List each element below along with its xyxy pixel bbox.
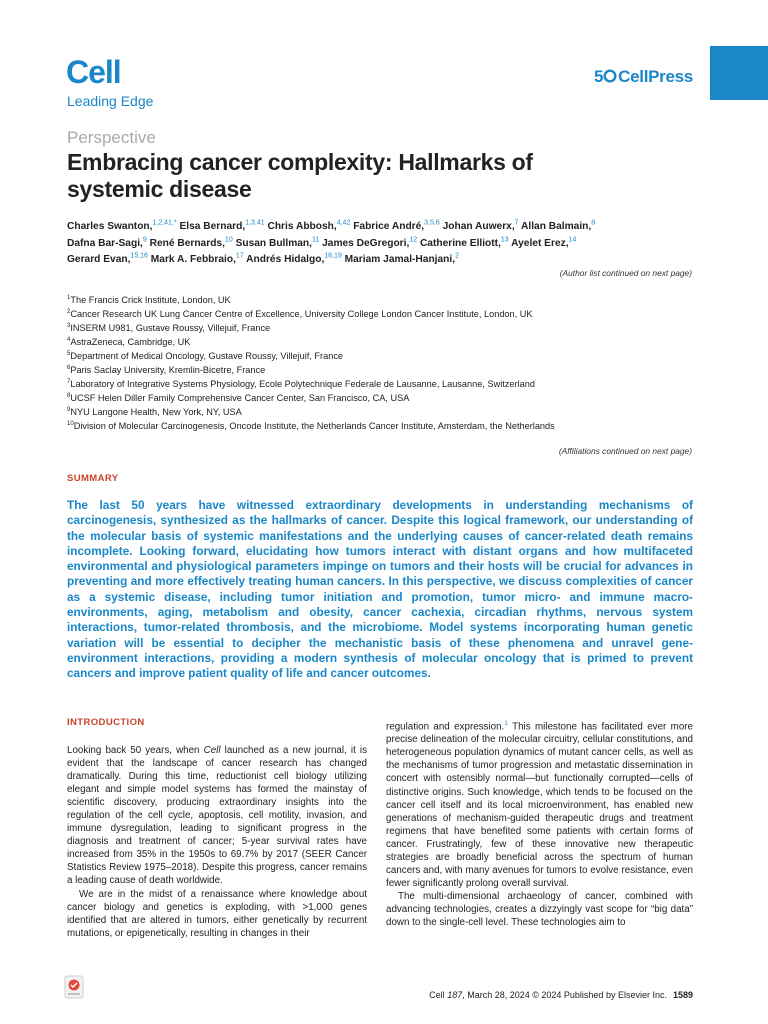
author-affiliation-ref: 17 [235,252,244,260]
author-continued-note: (Author list continued on next page) [559,268,692,278]
article-type: Perspective [67,128,156,147]
author-affiliation-ref: 3,5,6 [424,220,440,227]
affiliation-item: $^6$Paris Saclay University, Kremlin-Bicetre, France [67,364,266,375]
body-column-right [386,717,693,929]
author-name[interactable]: Catherine Elliott,$^{13}$ [419,236,509,249]
author-affiliation-ref: 7 [514,220,519,227]
author-affiliation-ref: 1,2,41,* [152,220,177,227]
author-name[interactable]: Mariam Jamal-Hanjani,$^2$ [344,252,459,266]
author-affiliation-ref: 10 [224,236,233,244]
affiliation-item: $^9$NYU Langone Health, New York, NY, USA [67,406,242,417]
author-affiliation-ref: 15,16 [130,252,148,260]
author-name[interactable]: James DeGregori,$^{12}$ [322,236,418,249]
author-name[interactable]: Susan Bullman,$^{11}$ [235,236,320,249]
author-affiliation-ref: 9 [142,236,147,244]
author-affiliation-ref: 2 [455,252,459,260]
author-name[interactable]: René Bernards,$^{10}$ [149,236,233,249]
author-affiliation-ref: 4,42 [336,220,351,227]
author-name[interactable]: Johan Auwerx,$^7$ [442,220,519,233]
intro-paragraph-4: The multi-dimensional archaeology of cancer, combined with advancing technologies, creates a dizzyingly vast scope for “big data” down to the single-cell level. These technologies aim to [386,890,693,928]
author-name[interactable]: Andrés Hidalgo,$^{18,19}$ [246,252,342,266]
author-affiliation-ref: 1,3,41 [245,220,265,227]
section-label: Leading Edge [67,93,154,109]
page-number: 1589 [672,990,693,1000]
publisher-logo-prefix: 5 [594,67,604,86]
affiliation-item: $^7$Laboratory of Integrative Systems Physiology, Ecole Polytechnique Federale de Lausanne, Lausanne, Switzerland [67,378,535,389]
corner-brand-bar [710,46,768,100]
reference-link[interactable]: 1 [504,720,508,727]
summary-heading: SUMMARY [67,473,119,484]
journal-logo: Cell [66,54,121,90]
affiliation-list [67,293,707,433]
author-affiliation-ref: 13 [500,236,509,244]
author-name[interactable]: Charles Swanton,$^{1,2,41,*}$ [67,220,177,233]
intro-paragraph-1: Looking back 50 years, when Cell launched as a new journal, it is evident that the landscape of cancer research has changed dramatically. During this time, reductionist cell biology utilizing elegant and simple model systems has formed the mainstay of scientific discovery, producing extraordinary insights into the regulation of the cell cycle, apoptosis, cell motility, invasion, and immune dysregulation, leading to significant progress in the diagnosis and treatment of cancer; 5-year survival rates have increased from 35% in the 1950s to 69.7% by 2017 (SEER Cancer Statistics Review 1975–2018). Despite this progress, cancer remains a leading cause of death worldwide. [67,745,367,887]
affiliation-item: $^8$UCSF Helen Diller Family Comprehensive Cancer Center, San Francisco, CA, USA [67,392,410,403]
introduction-heading: INTRODUCTION [67,717,145,728]
author-name[interactable]: Ayelet Erez,$^{14}$ [511,236,577,249]
affiliation-item: $^{10}$Division of Molecular Carcinogenesis, Oncode Institute, the Netherlands Cancer Institute, Amsterdam, the Netherlands [67,420,555,431]
affiliation-item: $^3$INSERM U981, Gustave Roussy, Villejuif, France [67,322,271,333]
affiliation-item: $^5$Department of Medical Oncology, Gustave Roussy, Villejuif, France [67,350,344,361]
author-name[interactable]: Gerard Evan,$^{15,16}$ [67,252,148,266]
body-column-left [67,744,367,940]
page-footer [429,990,693,1000]
article-title: Embracing cancer complexity: Hallmarks of systemic disease [67,149,533,202]
author-name[interactable]: Chris Abbosh,$^{4,42}$ [267,220,351,233]
journal-name-italic: Cell [203,745,221,756]
affiliation-continued-note: (Affiliations continued on next page) [558,446,692,456]
author-affiliation-ref: 18,19 [324,252,342,260]
intro-paragraph-3: regulation and expression.$^1$ This milestone has facilitated ever more precise delineation of the molecular circuitry, cellular constitutions, and heterogeneous population dynamics of mutant cancer cells, as well as the mechanisms of tumor progression and metastatic dissemination in concert with ostensibly normal—but functionally corrupted—cells of distinctive origins. Such knowledge, which tends to be focused on the cancer cell itself and its local microenvironment, has enabled new generations of mechanism-guided therapeutic drugs and treatment regimens that have benefited some patients with certain forms of cancer. Frustratingly, few of these innovative new therapeutic strategies are broadly beneficial across the spectrum of human cancers and, with many avenues for tumors to evolve resistance, even fewer significantly prolong overall survival. [386,720,694,889]
author-affiliation-ref: 14 [568,236,577,244]
affiliation-item: $^4$AstraZeneca, Cambridge, UK [67,336,191,347]
publisher-logo[interactable] [594,67,693,87]
author-name[interactable]: Mark A. Febbraio,$^{17}$ [150,252,244,266]
author-affiliation-ref: 11 [311,236,320,244]
author-name[interactable]: Fabrice André,$^{3,5,6}$ [353,220,440,233]
publisher-circle-icon [603,69,617,83]
author-name[interactable]: Allan Balmain,$^8$ [521,220,596,233]
summary-text: The last 50 years have witnessed extraordinary developments in understanding mechanisms of carcinogenesis, synthesized as the hallmarks of cancer. Despite this logical framework, our understanding of the molecular basis of systemic manifestations and the underlying causes of cancer-related death remains incomplete. Looking forward, elucidating how tumors interact with distant organs and how multifaceted environmental and physiological parameters impinge on tumors and their hosts will be crucial for advances in preventing and more effectively treating human cancers. In this perspective, we discuss complexities of cancer as a systemic disease, including tumor initiation and promotion, tumor micro- and immune macro-environments, aging, metabolism and obesity, cancer cachexia, circadian rhythms, nervous system interactions, tumor-related thrombosis, and the microbiome. Model systems incorporating human genetic variation will be essential to decipher the mechanistic basis of these phenomena and unravel gene-environment interactions, providing a modern synthesis of molecular oncology that is primed to prevent cancers and improve patient quality of life and cancer outcomes. [67,498,693,681]
author-name[interactable]: Elsa Bernard,$^{1,3,41}$ [179,220,265,233]
affiliation-item: $^1$The Francis Crick Institute, London, UK [67,295,231,306]
author-list [67,217,707,266]
footer-citation: Cell 187, March 28, 2024 © 2024 Published by Elsevier Inc. [429,990,667,1000]
author-affiliation-ref: 12 [409,236,418,244]
author-name[interactable]: Dafna Bar-Sagi,$^9$ [67,236,147,249]
affiliation-item: $^2$Cancer Research UK Lung Cancer Centre of Excellence, University College London Cancer Institute, London, UK [67,308,533,320]
publisher-logo-text: CellPress [618,67,693,86]
author-affiliation-ref: 8 [591,220,596,227]
intro-paragraph-2: We are in the midst of a renaissance where knowledge about cancer biology and genetics is exploding, with >1,000 genes identified that are altered in tumors, either genetically by recurrent mutations, or epigenetically, resulting in changes in their [67,888,367,939]
check-for-updates-icon[interactable] [64,975,84,999]
